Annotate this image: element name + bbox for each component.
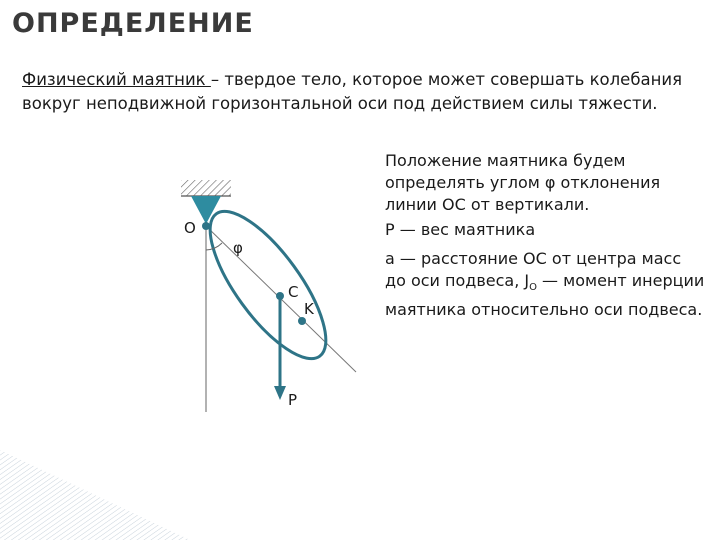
swing-center-point	[298, 317, 306, 325]
pendulum-body	[190, 195, 345, 375]
angle-label: φ	[233, 239, 243, 257]
ceiling-hatching	[181, 180, 231, 196]
center-of-mass-point	[276, 292, 284, 300]
weight-vector-arrowhead	[274, 386, 286, 400]
pivot-label: O	[184, 219, 196, 237]
distance-note-subscript: O	[529, 282, 537, 294]
weight-vector-label: P	[288, 391, 298, 409]
pivot-point	[202, 222, 210, 230]
page-title: ОПРЕДЕЛЕНИЕ	[12, 8, 254, 39]
swing-center-label: K	[304, 300, 314, 318]
weight-note: P — вес маятника	[385, 220, 536, 239]
position-note: Положение маятника будем определять углом φ отклонения линии ОС от вертикали.	[385, 151, 661, 214]
decorative-corner-hatching	[0, 450, 190, 540]
center-of-mass-label: C	[288, 283, 299, 301]
distance-note-tail: — момент инерции маятника относительно оси подвеса.	[385, 271, 705, 320]
definition-text: – твердое тело, которое может совершать колебания вокруг неподвижной горизонтальной оси под действием силы тяжести.	[22, 70, 683, 113]
definition-term: Физический маятник	[22, 70, 211, 89]
distance-note-text: a — расстояние ОС от центра масс до оси подвеса, J	[385, 249, 682, 290]
